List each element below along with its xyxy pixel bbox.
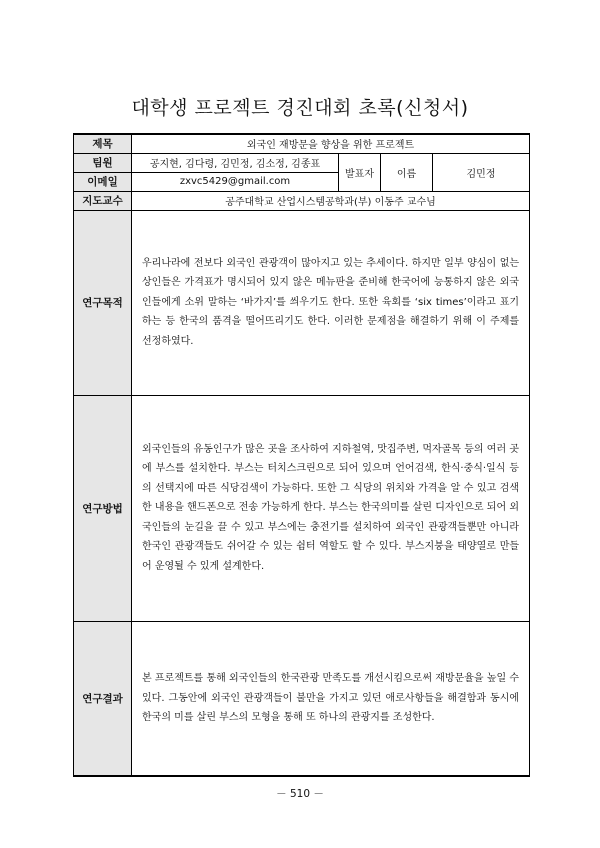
presenter-label: 발표자 [339,153,381,191]
page-number: － 510 － [276,788,324,800]
topic-label: 제목 [74,134,132,153]
presenter-name: 김민정 [433,153,530,191]
result-section [132,621,530,776]
name-label: 이름 [381,153,433,191]
topic-value: 외국인 재방문을 향상을 위한 프로젝트 [132,134,530,153]
document-title: 대학생 프로젝트 경진대회 초록(신청서) [131,97,469,119]
advisor-label: 지도교수 [74,191,132,210]
advisor-value: 공주대학교 산업시스템공학과(부) 이동주 교수님 [132,191,530,210]
team-value: 공지현, 김다령, 김민정, 김소정, 김종표 [132,153,339,172]
email-value: zxvc5429@gmail.com [132,172,339,191]
method-section [132,395,530,621]
purpose-section [132,210,530,395]
result-text: 본 프로젝트를 통해 외국인들의 한국관광 만족도를 개선시킴으로써 재방문율을 높일 수 있다. 그동안에 외국인 관광객들이 불만을 가지고 있던 애로사항들을 해결함과 동시에 한국의 미를 살린 부스의 모형을 통해 또 하나의 관광지를 조성한다. [142,673,520,723]
method-text: 외국인들의 유동인구가 많은 곳을 조사하여 지하철역, 맛집주변, 먹자골목 등의 여러 곳에 부스를 설치한다. 부스는 터치스크린으로 되어 있으며 언어검색, 한식·중식·일식 등의 선택지에 따른 식당검색이 가능하다. 또한 그 식당의 위치와 가격을 알 수 있고 검색한 내용을 핸드폰으로 전송 가능하게 한다. 부스는 한국의미를 살린 디자인으로 되어 외국인들의 눈길을 끌 수 있고 부스에는 충전기를 설치하여 외국인 관광객들뿐만 아니라 한국인 관광객들도 쉬어갈 수 있는 쉼터 역할도 할 수 있다. 부스지붕을 태양열로 만들어 운영될 수 있게 설계한다. [142,443,520,572]
result-label: 연구결과 [74,621,132,776]
method-label: 연구방법 [74,395,132,621]
application-form-table [73,133,530,777]
purpose-label: 연구목적 [74,210,132,395]
email-label: 이메일 [74,172,132,191]
purpose-text: 우리나라에 전보다 외국인 관광객이 많아지고 있는 추세이다. 하지만 일부 양심이 없는 상인들은 가격표가 명시되어 있지 않은 메뉴판을 준비해 한국어에 능통하지 않은 외국인들에게 소위 말하는 ‘바가지’를 씌우기도 한다. 또한 육회를 ‘six times’이라고 표기하는 등 한국의 품격을 떨어뜨리기도 한다. 이러한 문제점을 해결하기 위해 이 주제를 선정하였다. [142,257,520,347]
team-label: 팀원 [74,153,132,172]
